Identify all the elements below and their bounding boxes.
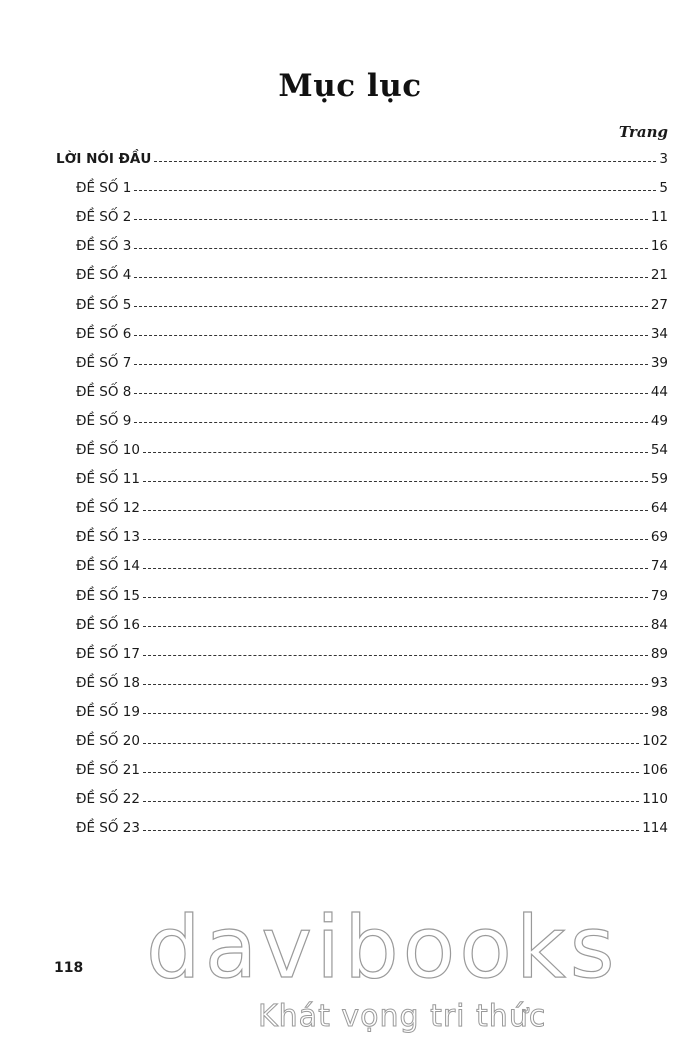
toc-entry-label: ĐỀ SỐ 14 xyxy=(76,558,140,575)
toc-entry-page: 102 xyxy=(642,733,668,749)
toc-entry-label: ĐỀ SỐ 5 xyxy=(76,296,132,313)
toc-entry-page: 64 xyxy=(650,500,668,517)
toc-entry xyxy=(76,815,668,841)
dot-leader xyxy=(134,422,647,423)
dot-leader xyxy=(143,655,648,656)
toc-entry-page: 5 xyxy=(659,180,668,197)
toc-entry xyxy=(76,786,668,812)
toc-entry xyxy=(76,408,668,434)
toc-entry xyxy=(76,641,668,667)
toc-entry-page: 3 xyxy=(659,151,668,167)
toc-entry xyxy=(76,379,668,405)
toc-entry xyxy=(76,233,668,259)
toc-entry-page: 16 xyxy=(650,238,668,255)
toc-entry-label: ĐỀ SỐ 19 xyxy=(76,703,140,720)
toc-entry-label: ĐỀ SỐ 18 xyxy=(76,674,140,691)
dot-leader xyxy=(143,626,648,627)
toc-entry-label: ĐỀ SỐ 9 xyxy=(76,412,132,429)
toc-entry-page: 59 xyxy=(650,471,668,488)
toc-entry xyxy=(76,728,668,754)
toc-entry xyxy=(76,350,668,376)
toc-entry xyxy=(76,262,668,288)
toc-entry xyxy=(76,292,668,318)
toc-entry xyxy=(76,670,668,696)
toc-entry xyxy=(76,204,668,230)
toc-entry-label: ĐỀ SỐ 20 xyxy=(76,733,140,749)
dot-leader xyxy=(143,568,648,569)
toc-entry xyxy=(76,757,668,783)
toc-entry xyxy=(76,466,668,492)
dot-leader xyxy=(143,597,648,598)
toc-entry-page: 21 xyxy=(650,267,668,284)
toc-entry-page: 74 xyxy=(650,558,668,575)
toc-entry-label: ĐỀ SỐ 15 xyxy=(76,587,140,604)
toc-entry-label: ĐỀ SỐ 22 xyxy=(76,791,140,808)
dot-leader xyxy=(143,684,648,685)
watermark-slogan: Khát vọng tri thức xyxy=(258,999,547,1034)
toc-entry-label: ĐỀ SỐ 13 xyxy=(76,529,140,546)
dot-leader xyxy=(134,190,656,191)
toc-entry xyxy=(76,524,668,550)
toc-entry xyxy=(76,583,668,609)
toc-entry xyxy=(76,553,668,579)
watermark-brand: davibooks xyxy=(146,898,619,998)
toc-entry-label: ĐỀ SỐ 21 xyxy=(76,762,140,779)
toc-entry xyxy=(76,321,668,347)
dot-leader xyxy=(134,219,647,220)
toc-entry-label: ĐỀ SỐ 6 xyxy=(76,325,132,342)
dot-leader xyxy=(154,161,656,162)
toc-entry xyxy=(76,699,668,725)
dot-leader xyxy=(143,713,648,714)
toc-entry-label: ĐỀ SỐ 8 xyxy=(76,383,132,400)
toc-entry xyxy=(76,495,668,521)
toc-entry-page: 39 xyxy=(650,354,668,371)
toc-entry-page: 11 xyxy=(650,209,668,226)
toc-entry-page: 106 xyxy=(642,762,668,779)
toc-entry-label: ĐỀ SỐ 4 xyxy=(76,267,132,284)
dot-leader xyxy=(134,364,647,365)
toc-entry xyxy=(76,175,668,201)
toc-entry-page: 69 xyxy=(650,529,668,546)
toc-entry-label: LỜI NÓI ĐẦU xyxy=(56,151,152,167)
dot-leader xyxy=(143,830,639,831)
toc-entry-page: 98 xyxy=(650,703,668,720)
toc-entry-page: 27 xyxy=(650,296,668,313)
toc-entry-label: ĐỀ SỐ 16 xyxy=(76,616,140,633)
dot-leader xyxy=(134,277,647,278)
toc-entry-page: 114 xyxy=(642,820,668,837)
toc-entry-label: ĐỀ SỐ 10 xyxy=(76,442,140,458)
dot-leader xyxy=(143,539,648,540)
toc-entry-label: ĐỀ SỐ 3 xyxy=(76,238,132,255)
dot-leader xyxy=(134,248,647,249)
page-title: Mục lục xyxy=(278,68,422,104)
toc-entry-page: 110 xyxy=(642,791,668,808)
toc-entry-page: 93 xyxy=(650,674,668,691)
dot-leader xyxy=(134,393,647,394)
toc-entry-page: 54 xyxy=(650,442,668,458)
toc-entry-label: ĐỀ SỐ 17 xyxy=(76,645,140,662)
toc-entry-label: ĐỀ SỐ 23 xyxy=(76,820,140,837)
dot-leader xyxy=(143,510,648,511)
toc-entry xyxy=(76,437,668,463)
dot-leader xyxy=(143,481,648,482)
dot-leader xyxy=(134,306,647,307)
toc-entry-label: ĐỀ SỐ 2 xyxy=(76,209,132,226)
dot-leader xyxy=(143,772,639,773)
toc-entry-page: 79 xyxy=(650,587,668,604)
page-number: 118 xyxy=(54,960,84,976)
toc-entry xyxy=(76,612,668,638)
toc-entry-label: ĐỀ SỐ 12 xyxy=(76,500,140,517)
dot-leader xyxy=(134,335,647,336)
toc-entry-label: ĐỀ SỐ 11 xyxy=(76,471,140,488)
toc-entry-page: 34 xyxy=(650,325,668,342)
toc-entry-label: ĐỀ SỐ 1 xyxy=(76,180,132,197)
toc-entry-page: 89 xyxy=(650,645,668,662)
toc-entry-page: 44 xyxy=(650,383,668,400)
toc-entry-page: 49 xyxy=(650,412,668,429)
page-column-label: Trang xyxy=(618,123,668,141)
toc-entry-page: 84 xyxy=(650,616,668,633)
dot-leader xyxy=(143,743,639,744)
toc-entry-label: ĐỀ SỐ 7 xyxy=(76,354,132,371)
toc-entry-preface xyxy=(56,146,668,172)
dot-leader xyxy=(143,801,639,802)
dot-leader xyxy=(143,452,648,453)
